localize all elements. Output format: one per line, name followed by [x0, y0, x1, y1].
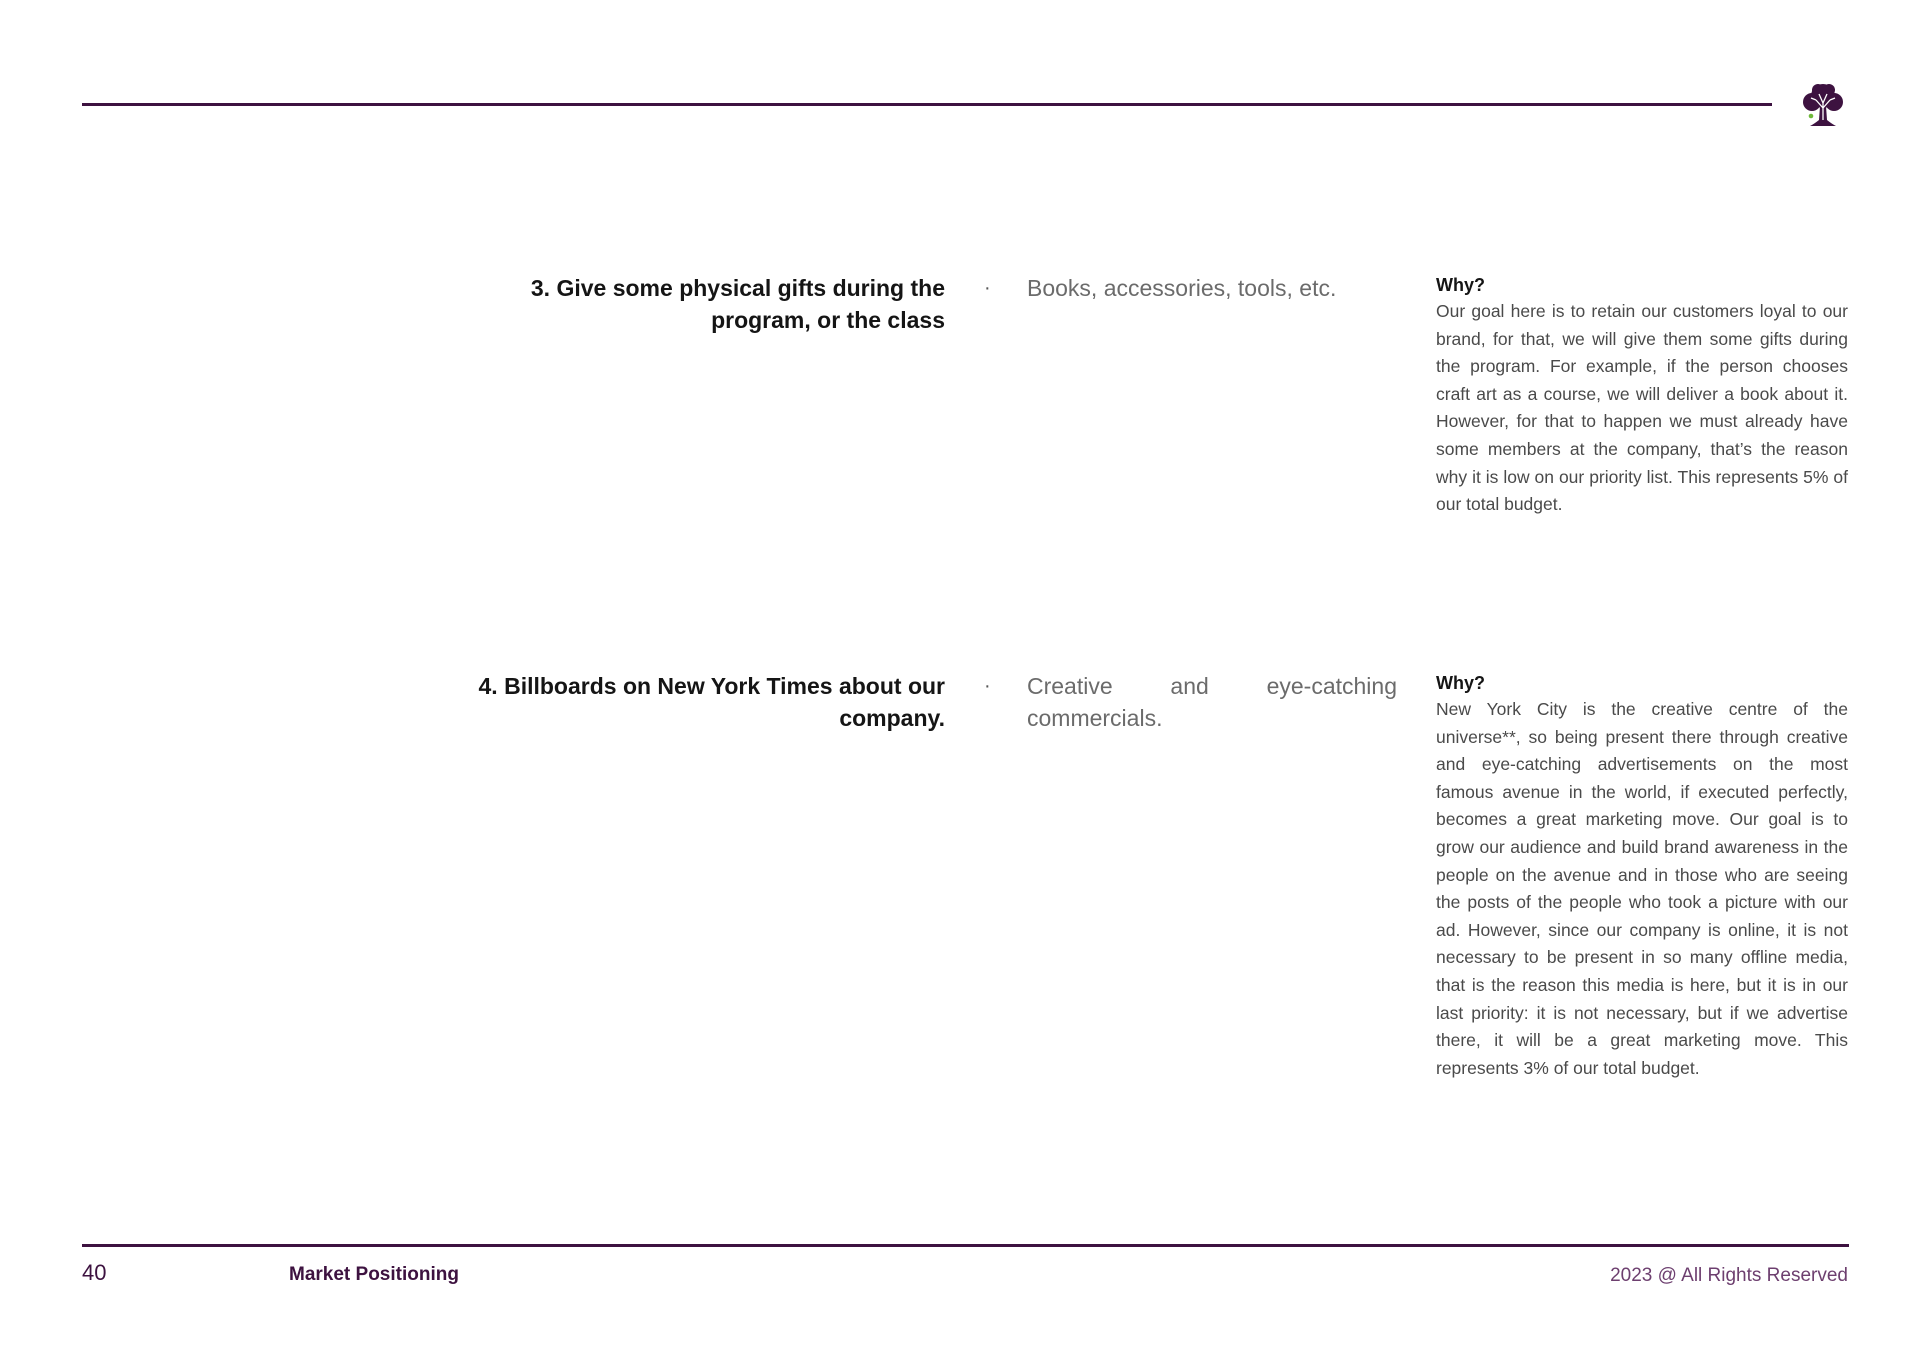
why-heading: Why? — [1436, 673, 1485, 693]
why-text: New York City is the creative centre of the universe**, so being present there through creative and eye-catching advertisements on the most famous avenue in the world, if executed perfectly, becomes a great marketing move. Our goal is to grow our audience and build brand awareness in the people on the avenue and in those who are seeing the posts of the people who took a picture with our ad. However, since our company is online, it is not necessary to be present in so many offline media, that is the reason this media is here, but it is in our last priority: it is not necessary, but if we advertise there, it will be a great marketing move. This represents 3% of our total budget. — [1436, 699, 1848, 1078]
section-name: Market Positioning — [289, 1264, 459, 1285]
page-number: 40 — [82, 1260, 107, 1285]
copyright-notice: 2023 @ All Rights Reserved — [1610, 1265, 1848, 1286]
footer-divider — [82, 1244, 1849, 1247]
bullet-icon: · — [984, 675, 991, 697]
tree-logo-icon — [1798, 80, 1848, 130]
bullet-icon: · — [984, 277, 991, 299]
header-divider — [82, 103, 1772, 106]
item-title: 4. Billboards on New York Times about our company. — [478, 673, 945, 731]
item-detail: Creative and eye-catching commercials. — [1027, 673, 1397, 731]
item-detail: Books, accessories, tools, etc. — [1027, 275, 1337, 301]
item-title: 3. Give some physical gifts during the program, or the class — [530, 275, 945, 333]
why-heading: Why? — [1436, 275, 1485, 295]
why-text: Our goal here is to retain our customers loyal to our brand, for that, we will give them some gifts during the program. For example, if the person chooses craft art as a course, we will deliver a book about it. However, for that to happen we must already have some members at the company, that’s the reason why it is low on our priority list. This represents 5% of our total budget. — [1436, 301, 1848, 515]
